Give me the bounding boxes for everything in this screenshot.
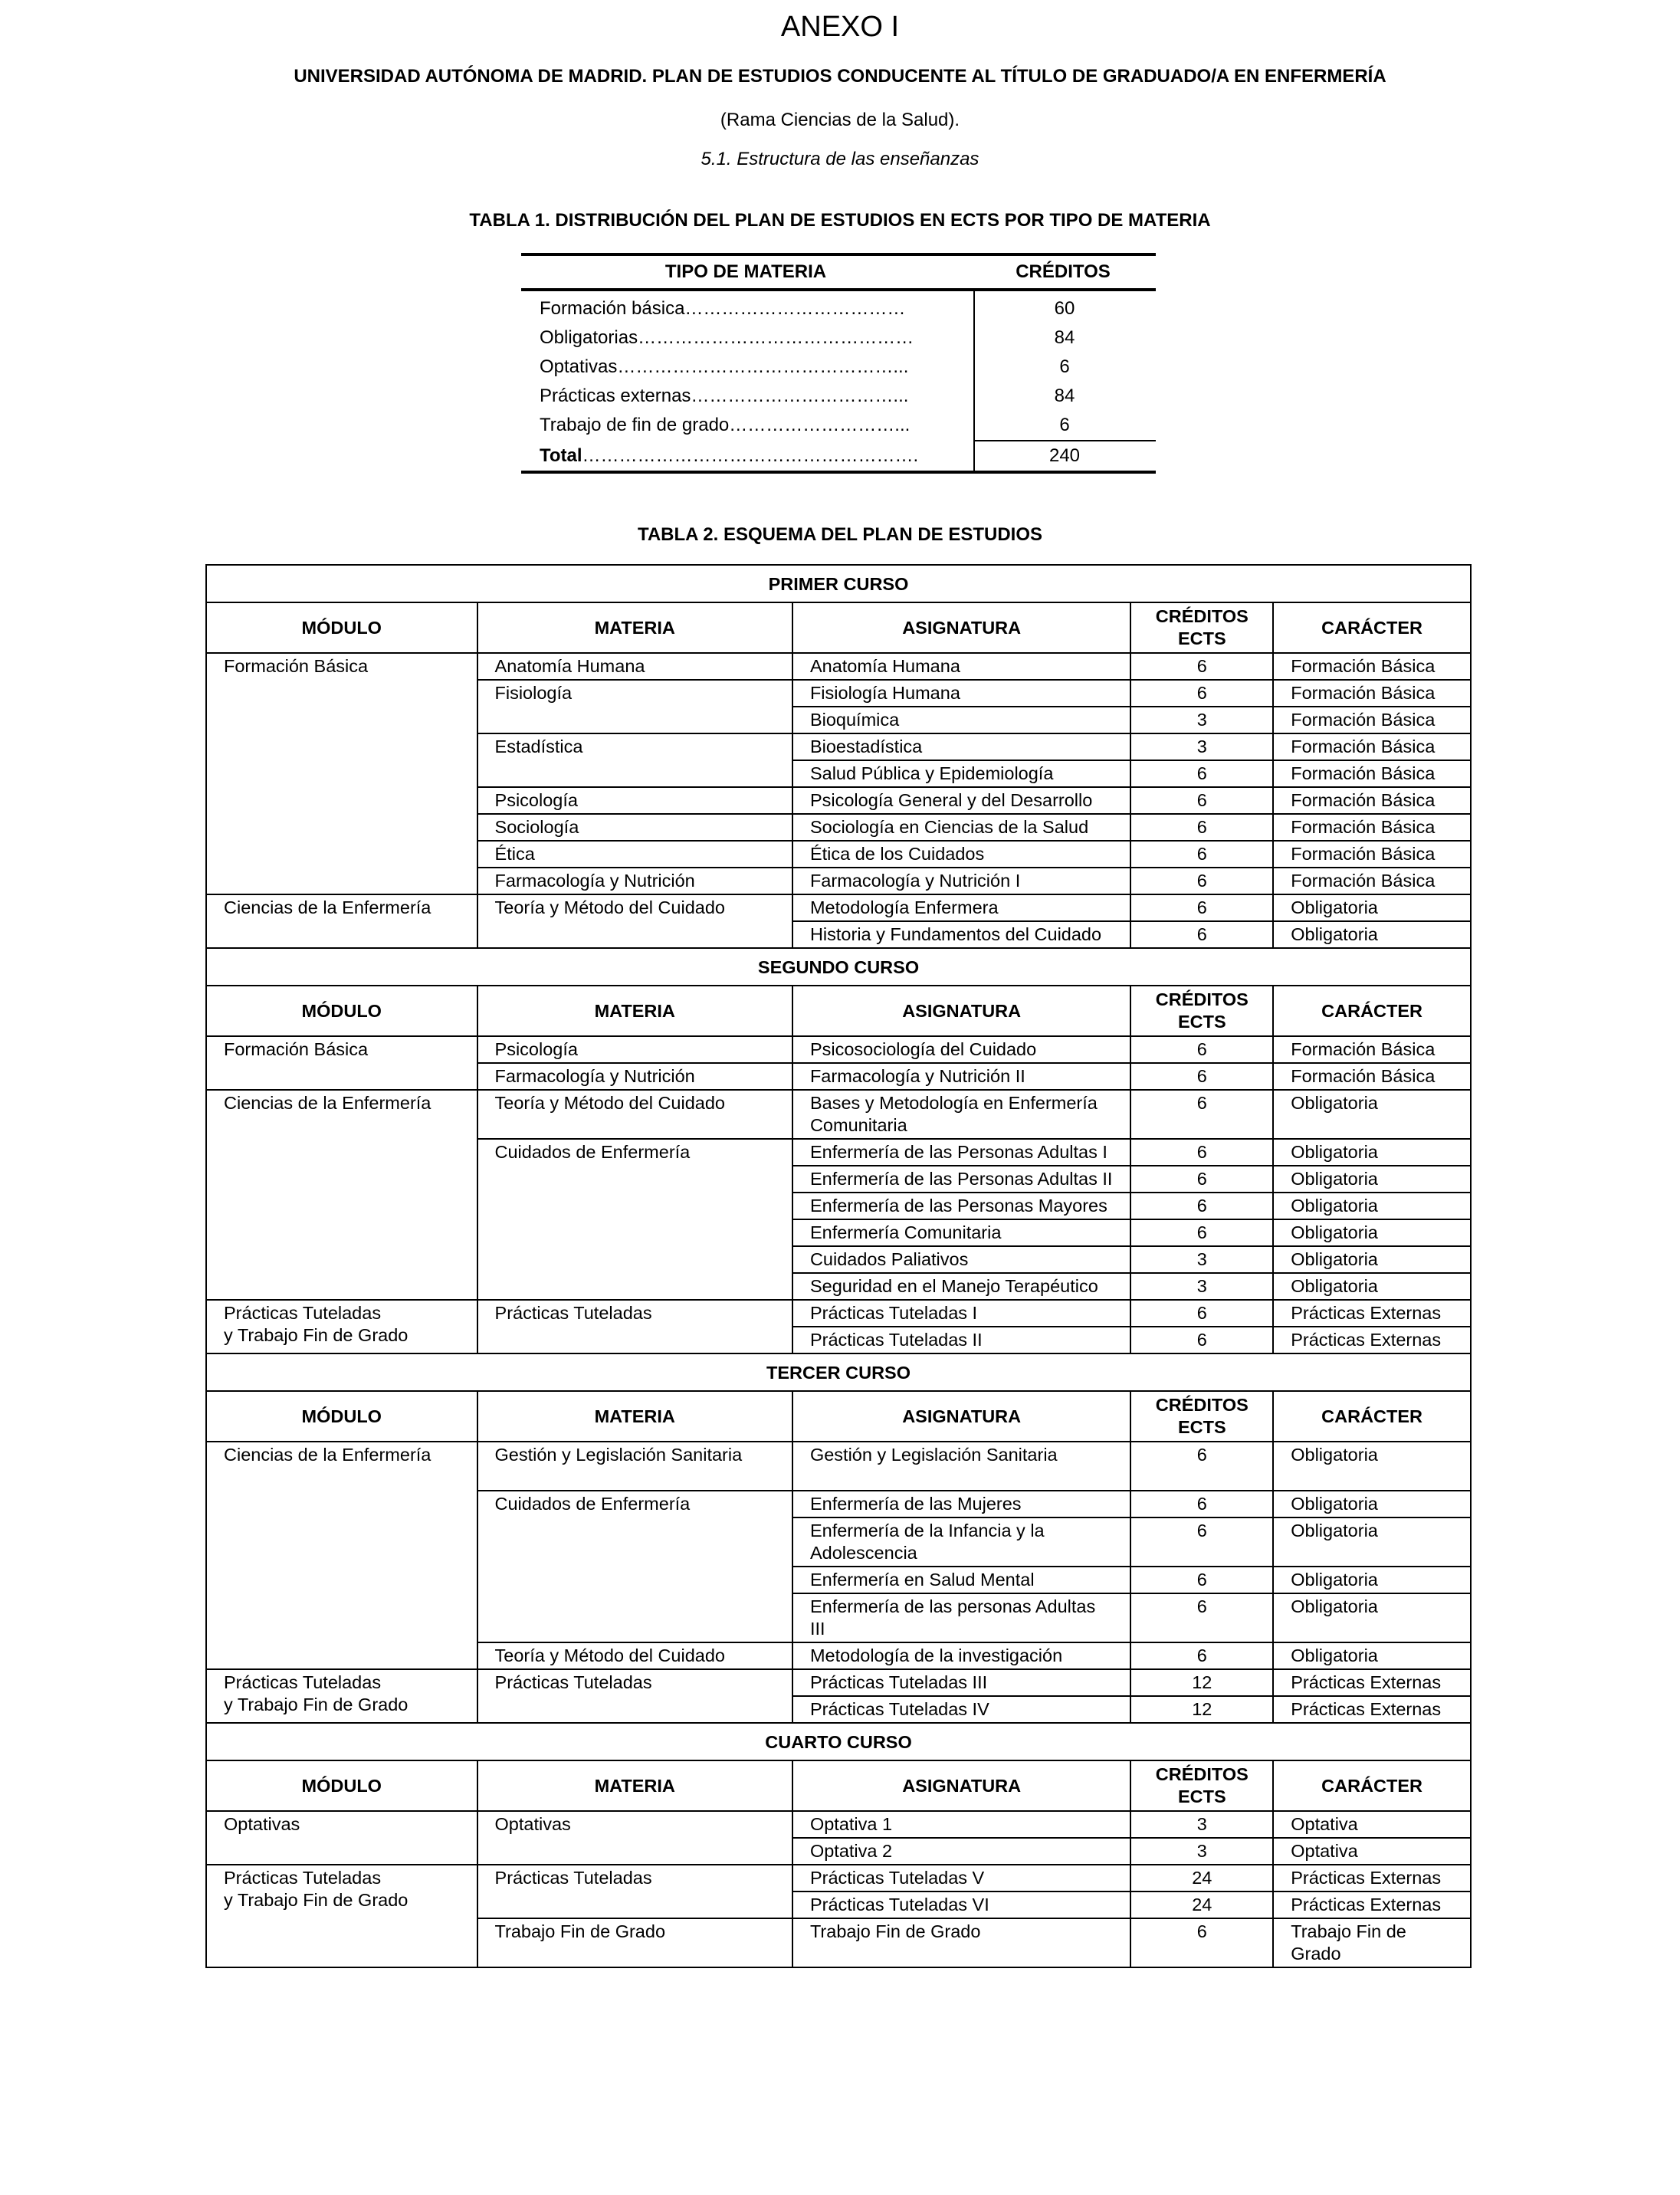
branch-subtitle: (Rama Ciencias de la Salud). bbox=[720, 110, 960, 130]
header-creditos-line2: ECTS bbox=[1177, 628, 1226, 648]
table-header-row bbox=[206, 1760, 1471, 1811]
header-caracter: CARÁCTER bbox=[1273, 1391, 1471, 1442]
table-header-row bbox=[206, 602, 1471, 653]
caracter-cell: Optativa bbox=[1273, 1838, 1471, 1865]
row-value: 84 bbox=[1054, 386, 1075, 406]
table-row bbox=[206, 1442, 1471, 1491]
table-header-row bbox=[206, 986, 1471, 1036]
document-heading: UNIVERSIDAD AUTÓNOMA DE MADRID. PLAN DE ESTUDIOS CONDUCENTE AL TÍTULO DE GRADUADO/A EN ENFERMERÍA bbox=[294, 66, 1386, 87]
header-materia: MATERIA bbox=[477, 602, 792, 653]
materia-cell: Optativas bbox=[477, 1811, 792, 1865]
materia-cell: Fisiología bbox=[477, 680, 792, 733]
asignatura-cell: Bioquímica bbox=[792, 707, 1130, 733]
asignatura-cell: Enfermería de las Personas Mayores bbox=[792, 1193, 1130, 1219]
caracter-cell: Formación Básica bbox=[1273, 868, 1471, 894]
asignatura-cell: Metodología Enfermera bbox=[792, 894, 1130, 921]
asignatura-cell: Enfermería de las Personas Adultas II bbox=[792, 1166, 1130, 1193]
header-asignatura: ASIGNATURA bbox=[792, 1760, 1130, 1811]
table-row bbox=[206, 1865, 1471, 1892]
materia-cell: Prácticas Tuteladas bbox=[477, 1300, 792, 1353]
asignatura-cell: Optativa 1 bbox=[792, 1811, 1130, 1838]
creditos-cell: 3 bbox=[1130, 707, 1273, 733]
asignatura-cell: Prácticas Tuteladas V bbox=[792, 1865, 1130, 1892]
materia-cell: Prácticas Tuteladas bbox=[477, 1669, 792, 1723]
table-row bbox=[206, 653, 1471, 680]
caracter-cell: Obligatoria bbox=[1273, 1166, 1471, 1193]
modulo-cell: Formación Básica bbox=[206, 653, 477, 894]
asignatura-cell: Farmacología y Nutrición II bbox=[792, 1063, 1130, 1090]
creditos-cell: 6 bbox=[1130, 814, 1273, 841]
materia-cell: Trabajo Fin de Grado bbox=[477, 1918, 792, 1967]
header-creditos bbox=[1130, 986, 1273, 1036]
table-row bbox=[521, 353, 1156, 382]
creditos-cell: 6 bbox=[1130, 1642, 1273, 1669]
asignatura-cell: Bases y Metodología en Enfermería Comunitaria bbox=[792, 1090, 1130, 1139]
materia-cell: Prácticas Tuteladas bbox=[477, 1865, 792, 1918]
creditos-cell: 6 bbox=[1130, 787, 1273, 814]
materia-cell: Ética bbox=[477, 841, 792, 868]
header-creditos-line2: ECTS bbox=[1177, 1417, 1226, 1437]
header-modulo: MÓDULO bbox=[206, 1760, 477, 1811]
creditos-cell: 6 bbox=[1130, 1327, 1273, 1353]
row-label: Trabajo de fin de grado………………………... bbox=[540, 415, 911, 435]
asignatura-cell: Prácticas Tuteladas III bbox=[792, 1669, 1130, 1696]
creditos-cell: 6 bbox=[1130, 1593, 1273, 1642]
asignatura-cell: Enfermería en Salud Mental bbox=[792, 1567, 1130, 1593]
materia-cell: Psicología bbox=[477, 1036, 792, 1063]
table-row bbox=[521, 411, 1156, 440]
asignatura-cell: Prácticas Tuteladas II bbox=[792, 1327, 1130, 1353]
modulo-cell bbox=[206, 1300, 477, 1353]
creditos-cell: 6 bbox=[1130, 1139, 1273, 1166]
asignatura-cell: Enfermería de las Mujeres bbox=[792, 1491, 1130, 1517]
header-caracter: CARÁCTER bbox=[1273, 602, 1471, 653]
header-creditos bbox=[1130, 1760, 1273, 1811]
caracter-cell: Formación Básica bbox=[1273, 1036, 1471, 1063]
caracter-cell: Obligatoria bbox=[1273, 1491, 1471, 1517]
caracter-cell: Formación Básica bbox=[1273, 680, 1471, 707]
asignatura-cell: Psicología General y del Desarrollo bbox=[792, 787, 1130, 814]
creditos-cell: 6 bbox=[1130, 1491, 1273, 1517]
caracter-cell: Obligatoria bbox=[1273, 1219, 1471, 1246]
creditos-cell: 24 bbox=[1130, 1865, 1273, 1892]
caracter-cell: Obligatoria bbox=[1273, 921, 1471, 948]
header-creditos-line1: CRÉDITOS bbox=[1155, 1764, 1249, 1784]
creditos-cell: 6 bbox=[1130, 1517, 1273, 1567]
caracter-cell: Optativa bbox=[1273, 1811, 1471, 1838]
creditos-cell: 12 bbox=[1130, 1669, 1273, 1696]
table1 bbox=[521, 253, 1156, 474]
modulo-line2: y Trabajo Fin de Grado bbox=[224, 1325, 409, 1345]
modulo-line2: y Trabajo Fin de Grado bbox=[224, 1695, 409, 1714]
creditos-cell: 6 bbox=[1130, 653, 1273, 680]
table1-col-tipo: TIPO DE MATERIA bbox=[664, 261, 827, 282]
asignatura-cell: Enfermería Comunitaria bbox=[792, 1219, 1130, 1246]
caracter-cell: Prácticas Externas bbox=[1273, 1892, 1471, 1918]
course-title: SEGUNDO CURSO bbox=[206, 948, 1471, 986]
asignatura-cell: Seguridad en el Manejo Terapéutico bbox=[792, 1273, 1130, 1300]
materia-cell: Cuidados de Enfermería bbox=[477, 1139, 792, 1300]
asignatura-cell: Fisiología Humana bbox=[792, 680, 1130, 707]
modulo-cell bbox=[206, 1669, 477, 1723]
modulo-line1: Prácticas Tuteladas bbox=[224, 1868, 382, 1888]
creditos-cell: 6 bbox=[1130, 760, 1273, 787]
caracter-cell: Obligatoria bbox=[1273, 1090, 1471, 1139]
creditos-cell: 6 bbox=[1130, 894, 1273, 921]
creditos-cell: 6 bbox=[1130, 1036, 1273, 1063]
table-row bbox=[206, 1811, 1471, 1838]
table1-body bbox=[521, 291, 1156, 471]
modulo-cell: Formación Básica bbox=[206, 1036, 477, 1090]
caracter-cell: Formación Básica bbox=[1273, 841, 1471, 868]
modulo-cell bbox=[206, 1865, 477, 1967]
caracter-cell: Prácticas Externas bbox=[1273, 1696, 1471, 1723]
creditos-cell: 6 bbox=[1130, 1918, 1273, 1967]
course-row bbox=[206, 1723, 1471, 1760]
asignatura-cell: Psicosociología del Cuidado bbox=[792, 1036, 1130, 1063]
creditos-cell: 6 bbox=[1130, 1063, 1273, 1090]
asignatura-cell: Gestión y Legislación Sanitaria bbox=[792, 1442, 1130, 1491]
caracter-cell: Prácticas Externas bbox=[1273, 1327, 1471, 1353]
caracter-cell: Formación Básica bbox=[1273, 814, 1471, 841]
caracter-cell: Trabajo Fin de Grado bbox=[1273, 1918, 1471, 1967]
asignatura-cell: Prácticas Tuteladas I bbox=[792, 1300, 1130, 1327]
materia-cell: Sociología bbox=[477, 814, 792, 841]
asignatura-cell: Sociología en Ciencias de la Salud bbox=[792, 814, 1130, 841]
table1-header bbox=[521, 256, 1156, 288]
header-materia: MATERIA bbox=[477, 986, 792, 1036]
asignatura-cell: Cuidados Paliativos bbox=[792, 1246, 1130, 1273]
header-materia: MATERIA bbox=[477, 1760, 792, 1811]
table-row bbox=[206, 894, 1471, 921]
asignatura-cell: Ética de los Cuidados bbox=[792, 841, 1130, 868]
asignatura-cell: Anatomía Humana bbox=[792, 653, 1130, 680]
materia-cell: Gestión y Legislación Sanitaria bbox=[477, 1442, 792, 1491]
caracter-cell: Formación Básica bbox=[1273, 1063, 1471, 1090]
caracter-cell: Obligatoria bbox=[1273, 1246, 1471, 1273]
creditos-cell: 3 bbox=[1130, 1246, 1273, 1273]
row-value: 6 bbox=[1059, 415, 1070, 435]
caracter-cell: Obligatoria bbox=[1273, 1642, 1471, 1669]
table-row bbox=[206, 1090, 1471, 1139]
table2 bbox=[205, 564, 1472, 1968]
caracter-cell: Obligatoria bbox=[1273, 894, 1471, 921]
total-dots: ………………………………………………. bbox=[582, 445, 919, 466]
creditos-cell: 3 bbox=[1130, 1811, 1273, 1838]
table2-title: TABLA 2. ESQUEMA DEL PLAN DE ESTUDIOS bbox=[637, 524, 1043, 545]
header-creditos bbox=[1130, 1391, 1273, 1442]
creditos-cell: 6 bbox=[1130, 1442, 1273, 1491]
materia-cell: Psicología bbox=[477, 787, 792, 814]
annex-title: ANEXO I bbox=[780, 11, 900, 43]
row-value: 60 bbox=[1054, 298, 1075, 319]
table1-title: TABLA 1. DISTRIBUCIÓN DEL PLAN DE ESTUDIOS EN ECTS POR TIPO DE MATERIA bbox=[469, 210, 1211, 231]
asignatura-cell: Enfermería de la Infancia y la Adolescencia bbox=[792, 1517, 1130, 1567]
caracter-cell: Formación Básica bbox=[1273, 787, 1471, 814]
creditos-cell: 3 bbox=[1130, 733, 1273, 760]
header-asignatura: ASIGNATURA bbox=[792, 602, 1130, 653]
caracter-cell: Formación Básica bbox=[1273, 760, 1471, 787]
modulo-cell: Ciencias de la Enfermería bbox=[206, 1442, 477, 1669]
header-creditos-line2: ECTS bbox=[1177, 1012, 1226, 1032]
course-row bbox=[206, 565, 1471, 602]
caracter-cell: Prácticas Externas bbox=[1273, 1669, 1471, 1696]
caracter-cell: Obligatoria bbox=[1273, 1517, 1471, 1567]
table-header-row bbox=[206, 1391, 1471, 1442]
header-caracter: CARÁCTER bbox=[1273, 986, 1471, 1036]
row-label: Prácticas externas……………………………... bbox=[540, 386, 909, 406]
modulo-line1: Prácticas Tuteladas bbox=[224, 1672, 382, 1692]
total-label-cell bbox=[521, 445, 973, 467]
row-value: 6 bbox=[1059, 356, 1070, 377]
caracter-cell: Formación Básica bbox=[1273, 653, 1471, 680]
table-row bbox=[206, 1036, 1471, 1063]
header-creditos-line1: CRÉDITOS bbox=[1155, 1395, 1249, 1415]
asignatura-cell: Salud Pública y Epidemiología bbox=[792, 760, 1130, 787]
creditos-cell: 6 bbox=[1130, 1219, 1273, 1246]
modulo-cell: Ciencias de la Enfermería bbox=[206, 894, 477, 948]
header-asignatura: ASIGNATURA bbox=[792, 1391, 1130, 1442]
creditos-cell: 6 bbox=[1130, 1166, 1273, 1193]
materia-cell: Farmacología y Nutrición bbox=[477, 868, 792, 894]
asignatura-cell: Prácticas Tuteladas VI bbox=[792, 1892, 1130, 1918]
table-row bbox=[521, 294, 1156, 323]
header-creditos-line1: CRÉDITOS bbox=[1155, 606, 1249, 626]
asignatura-cell: Farmacología y Nutrición I bbox=[792, 868, 1130, 894]
table1-bottom-rule bbox=[521, 471, 1156, 474]
caracter-cell: Formación Básica bbox=[1273, 733, 1471, 760]
materia-cell: Anatomía Humana bbox=[477, 653, 792, 680]
row-value: 84 bbox=[1054, 327, 1075, 348]
materia-cell: Teoría y Método del Cuidado bbox=[477, 1090, 792, 1139]
caracter-cell: Obligatoria bbox=[1273, 1593, 1471, 1642]
header-asignatura: ASIGNATURA bbox=[792, 986, 1130, 1036]
asignatura-cell: Trabajo Fin de Grado bbox=[792, 1918, 1130, 1967]
creditos-cell: 12 bbox=[1130, 1696, 1273, 1723]
caracter-cell: Obligatoria bbox=[1273, 1193, 1471, 1219]
asignatura-cell: Historia y Fundamentos del Cuidado bbox=[792, 921, 1130, 948]
total-label: Total bbox=[540, 445, 582, 466]
table1-total-row bbox=[521, 441, 1156, 471]
header-caracter: CARÁCTER bbox=[1273, 1760, 1471, 1811]
creditos-cell: 6 bbox=[1130, 921, 1273, 948]
caracter-cell: Obligatoria bbox=[1273, 1567, 1471, 1593]
asignatura-cell: Enfermería de las Personas Adultas I bbox=[792, 1139, 1130, 1166]
creditos-cell: 6 bbox=[1130, 868, 1273, 894]
asignatura-cell: Bioestadística bbox=[792, 733, 1130, 760]
header-modulo: MÓDULO bbox=[206, 986, 477, 1036]
caracter-cell: Obligatoria bbox=[1273, 1273, 1471, 1300]
caracter-cell: Obligatoria bbox=[1273, 1442, 1471, 1491]
modulo-line1: Prácticas Tuteladas bbox=[224, 1303, 382, 1323]
course-row bbox=[206, 948, 1471, 986]
header-materia: MATERIA bbox=[477, 1391, 792, 1442]
course-title: PRIMER CURSO bbox=[206, 565, 1471, 602]
caracter-cell: Obligatoria bbox=[1273, 1139, 1471, 1166]
header-creditos-line2: ECTS bbox=[1177, 1787, 1226, 1806]
creditos-cell: 6 bbox=[1130, 841, 1273, 868]
creditos-cell: 6 bbox=[1130, 1300, 1273, 1327]
modulo-line2: y Trabajo Fin de Grado bbox=[224, 1890, 409, 1910]
creditos-cell: 6 bbox=[1130, 1193, 1273, 1219]
creditos-cell: 6 bbox=[1130, 680, 1273, 707]
materia-cell: Farmacología y Nutrición bbox=[477, 1063, 792, 1090]
materia-cell: Teoría y Método del Cuidado bbox=[477, 1642, 792, 1669]
creditos-cell: 3 bbox=[1130, 1838, 1273, 1865]
course-title: TERCER CURSO bbox=[206, 1353, 1471, 1391]
asignatura-cell: Enfermería de las personas Adultas III bbox=[792, 1593, 1130, 1642]
asignatura-cell: Metodología de la investigación bbox=[792, 1642, 1130, 1669]
course-title: CUARTO CURSO bbox=[206, 1723, 1471, 1760]
course-row bbox=[206, 1353, 1471, 1391]
table-row bbox=[206, 1669, 1471, 1696]
header-modulo: MÓDULO bbox=[206, 1391, 477, 1442]
header-creditos bbox=[1130, 602, 1273, 653]
caracter-cell: Prácticas Externas bbox=[1273, 1300, 1471, 1327]
modulo-cell: Ciencias de la Enfermería bbox=[206, 1090, 477, 1300]
table-row bbox=[206, 1300, 1471, 1327]
asignatura-cell: Prácticas Tuteladas IV bbox=[792, 1696, 1130, 1723]
creditos-cell: 3 bbox=[1130, 1273, 1273, 1300]
caracter-cell: Formación Básica bbox=[1273, 707, 1471, 733]
caracter-cell: Prácticas Externas bbox=[1273, 1865, 1471, 1892]
modulo-cell: Optativas bbox=[206, 1811, 477, 1865]
materia-cell: Teoría y Método del Cuidado bbox=[477, 894, 792, 948]
header-creditos-line1: CRÉDITOS bbox=[1155, 989, 1249, 1009]
header-modulo: MÓDULO bbox=[206, 602, 477, 653]
asignatura-cell: Optativa 2 bbox=[792, 1838, 1130, 1865]
row-label: Formación básica……………………………… bbox=[540, 298, 906, 319]
creditos-cell: 24 bbox=[1130, 1892, 1273, 1918]
section-title: 5.1. Estructura de las enseñanzas bbox=[701, 149, 979, 169]
materia-cell: Estadística bbox=[477, 733, 792, 787]
row-label: Optativas………………………………………... bbox=[540, 356, 909, 377]
table1-col-creditos: CRÉDITOS bbox=[1016, 261, 1111, 282]
table1-divider bbox=[973, 291, 975, 471]
table-row bbox=[521, 382, 1156, 411]
creditos-cell: 6 bbox=[1130, 1090, 1273, 1139]
materia-cell: Cuidados de Enfermería bbox=[477, 1491, 792, 1642]
row-label: Obligatorias……………………………………… bbox=[540, 327, 914, 348]
total-value: 240 bbox=[1048, 445, 1081, 466]
creditos-cell: 6 bbox=[1130, 1567, 1273, 1593]
table-row bbox=[521, 323, 1156, 353]
